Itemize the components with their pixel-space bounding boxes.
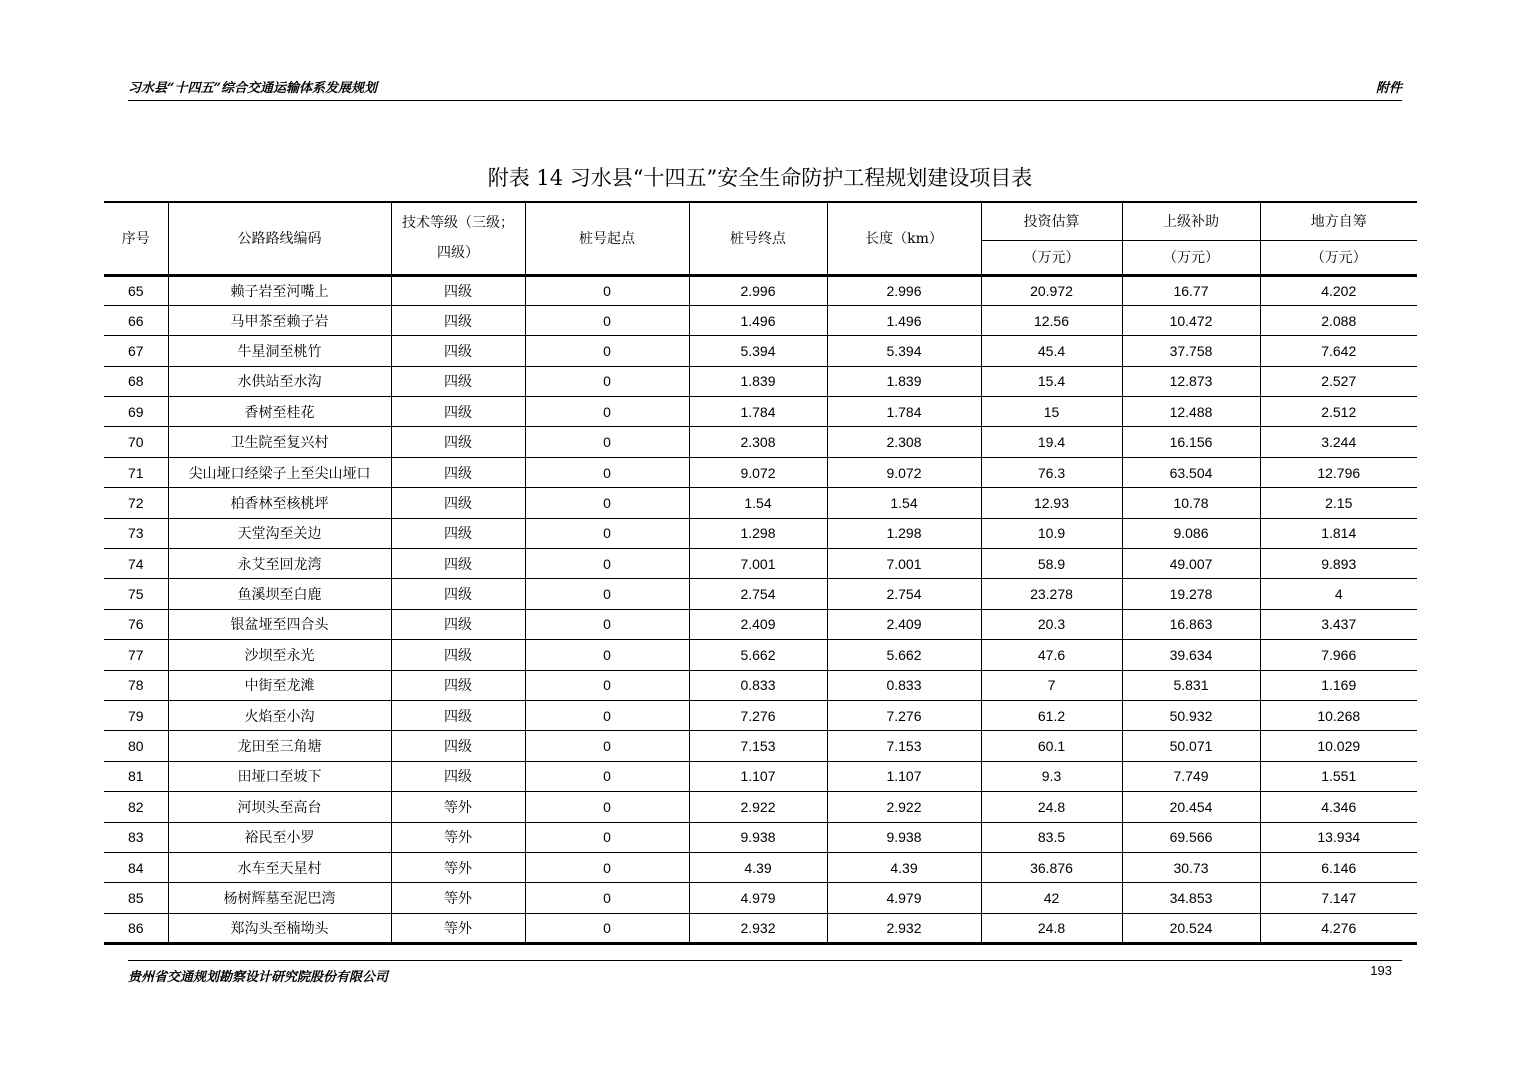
table-row xyxy=(104,761,1417,791)
cell-subsidy: 16.156 xyxy=(1122,427,1260,457)
cell-length: 1.298 xyxy=(827,518,981,548)
cell-subsidy: 5.831 xyxy=(1122,670,1260,700)
cell-start: 0 xyxy=(525,670,689,700)
cell-length: 5.394 xyxy=(827,336,981,366)
cell-grade: 四级 xyxy=(391,700,525,730)
cell-seq: 65 xyxy=(104,275,168,305)
cell-end: 7.001 xyxy=(689,549,827,579)
cell-local: 3.244 xyxy=(1260,427,1417,457)
cell-grade: 四级 xyxy=(391,761,525,791)
cell-length: 1.54 xyxy=(827,488,981,518)
table-row xyxy=(104,397,1417,427)
footer-company: 贵州省交通规划勘察设计研究院股份有限公司 xyxy=(128,970,389,985)
cell-end: 1.107 xyxy=(689,761,827,791)
page-number: 193 xyxy=(1370,963,1392,978)
cell-grade: 四级 xyxy=(391,488,525,518)
table-row xyxy=(104,366,1417,396)
cell-seq: 67 xyxy=(104,336,168,366)
cell-subsidy: 69.566 xyxy=(1122,822,1260,852)
cell-grade: 四级 xyxy=(391,275,525,305)
header-subsidy: 上级补助 xyxy=(1122,202,1260,240)
cell-start: 0 xyxy=(525,883,689,913)
header-investment-unit: （万元） xyxy=(981,240,1122,275)
cell-seq: 68 xyxy=(104,366,168,396)
cell-length: 4.39 xyxy=(827,852,981,882)
cell-local: 12.796 xyxy=(1260,457,1417,487)
cell-end: 2.996 xyxy=(689,275,827,305)
cell-seq: 72 xyxy=(104,488,168,518)
cell-subsidy: 9.086 xyxy=(1122,518,1260,548)
cell-grade: 四级 xyxy=(391,305,525,335)
cell-length: 7.276 xyxy=(827,700,981,730)
table-row xyxy=(104,913,1417,943)
cell-route-name: 鱼溪坝至白鹿 xyxy=(168,579,391,609)
cell-start: 0 xyxy=(525,457,689,487)
cell-local: 4.276 xyxy=(1260,913,1417,943)
cell-end: 9.072 xyxy=(689,457,827,487)
cell-length: 1.784 xyxy=(827,397,981,427)
cell-route-name: 水供站至水沟 xyxy=(168,366,391,396)
cell-start: 0 xyxy=(525,852,689,882)
cell-subsidy: 10.472 xyxy=(1122,305,1260,335)
cell-end: 1.839 xyxy=(689,366,827,396)
header-investment: 投资估算 xyxy=(981,202,1122,240)
cell-subsidy: 16.77 xyxy=(1122,275,1260,305)
cell-investment: 47.6 xyxy=(981,640,1122,670)
cell-start: 0 xyxy=(525,427,689,457)
header-doc-name: 习水县“十四五”综合交通运输体系发展规划 xyxy=(128,81,377,96)
cell-route-name: 龙田至三角塘 xyxy=(168,731,391,761)
cell-end: 1.784 xyxy=(689,397,827,427)
cell-seq: 81 xyxy=(104,761,168,791)
header-subsidy-unit: （万元） xyxy=(1122,240,1260,275)
cell-route-name: 裕民至小罗 xyxy=(168,822,391,852)
cell-local: 2.15 xyxy=(1260,488,1417,518)
cell-route-name: 香树至桂花 xyxy=(168,397,391,427)
table-row xyxy=(104,792,1417,822)
cell-investment: 20.972 xyxy=(981,275,1122,305)
cell-length: 9.938 xyxy=(827,822,981,852)
cell-route-name: 杨树辉墓至泥巴湾 xyxy=(168,883,391,913)
cell-grade: 四级 xyxy=(391,549,525,579)
table-row xyxy=(104,488,1417,518)
header-grade-line1: 技术等级（三级； xyxy=(402,215,514,232)
cell-grade: 四级 xyxy=(391,366,525,396)
cell-start: 0 xyxy=(525,305,689,335)
cell-investment: 19.4 xyxy=(981,427,1122,457)
cell-end: 2.308 xyxy=(689,427,827,457)
header-seq: 序号 xyxy=(104,202,168,275)
cell-investment: 60.1 xyxy=(981,731,1122,761)
cell-grade: 等外 xyxy=(391,792,525,822)
cell-grade: 四级 xyxy=(391,731,525,761)
cell-length: 9.072 xyxy=(827,457,981,487)
header-section: 附件 xyxy=(1375,81,1402,96)
cell-subsidy: 63.504 xyxy=(1122,457,1260,487)
cell-seq: 73 xyxy=(104,518,168,548)
cell-start: 0 xyxy=(525,366,689,396)
cell-end: 1.54 xyxy=(689,488,827,518)
cell-end: 4.39 xyxy=(689,852,827,882)
cell-route-name: 永艾至回龙湾 xyxy=(168,549,391,579)
cell-subsidy: 12.873 xyxy=(1122,366,1260,396)
header-local: 地方自筹 xyxy=(1260,202,1417,240)
cell-length: 7.153 xyxy=(827,731,981,761)
cell-grade: 等外 xyxy=(391,913,525,943)
cell-grade: 四级 xyxy=(391,640,525,670)
cell-local: 3.437 xyxy=(1260,609,1417,639)
cell-seq: 86 xyxy=(104,913,168,943)
cell-route-name: 银盆垭至四合头 xyxy=(168,609,391,639)
cell-start: 0 xyxy=(525,761,689,791)
cell-seq: 82 xyxy=(104,792,168,822)
cell-seq: 84 xyxy=(104,852,168,882)
cell-start: 0 xyxy=(525,488,689,518)
cell-grade: 四级 xyxy=(391,670,525,700)
cell-investment: 42 xyxy=(981,883,1122,913)
cell-investment: 83.5 xyxy=(981,822,1122,852)
cell-subsidy: 50.071 xyxy=(1122,731,1260,761)
cell-subsidy: 19.278 xyxy=(1122,579,1260,609)
cell-length: 2.754 xyxy=(827,579,981,609)
header-local-unit: （万元） xyxy=(1260,240,1417,275)
cell-route-name: 卫生院至复兴村 xyxy=(168,427,391,457)
cell-route-name: 天堂沟至关边 xyxy=(168,518,391,548)
cell-route-name: 马甲茶至赖子岩 xyxy=(168,305,391,335)
table-row xyxy=(104,852,1417,882)
cell-local: 13.934 xyxy=(1260,822,1417,852)
table-row xyxy=(104,275,1417,305)
cell-subsidy: 50.932 xyxy=(1122,700,1260,730)
cell-local: 10.268 xyxy=(1260,700,1417,730)
cell-end: 2.922 xyxy=(689,792,827,822)
table-row xyxy=(104,822,1417,852)
cell-route-name: 中街至龙滩 xyxy=(168,670,391,700)
cell-seq: 71 xyxy=(104,457,168,487)
cell-length: 4.979 xyxy=(827,883,981,913)
cell-length: 2.996 xyxy=(827,275,981,305)
cell-subsidy: 37.758 xyxy=(1122,336,1260,366)
cell-length: 7.001 xyxy=(827,549,981,579)
cell-investment: 23.278 xyxy=(981,579,1122,609)
cell-end: 0.833 xyxy=(689,670,827,700)
header-route-code: 公路路线编码 xyxy=(168,202,391,275)
cell-seq: 76 xyxy=(104,609,168,639)
cell-route-name: 沙坝至永光 xyxy=(168,640,391,670)
cell-grade: 四级 xyxy=(391,579,525,609)
cell-seq: 70 xyxy=(104,427,168,457)
cell-investment: 7 xyxy=(981,670,1122,700)
cell-seq: 74 xyxy=(104,549,168,579)
cell-start: 0 xyxy=(525,640,689,670)
cell-subsidy: 10.78 xyxy=(1122,488,1260,518)
cell-local: 2.512 xyxy=(1260,397,1417,427)
table-row xyxy=(104,609,1417,639)
cell-seq: 79 xyxy=(104,700,168,730)
cell-subsidy: 20.524 xyxy=(1122,913,1260,943)
cell-start: 0 xyxy=(525,731,689,761)
cell-start: 0 xyxy=(525,549,689,579)
cell-length: 5.662 xyxy=(827,640,981,670)
cell-route-name: 尖山垭口经梁子上至尖山垭口 xyxy=(168,457,391,487)
cell-local: 4 xyxy=(1260,579,1417,609)
cell-investment: 12.93 xyxy=(981,488,1122,518)
cell-local: 10.029 xyxy=(1260,731,1417,761)
table-row xyxy=(104,427,1417,457)
cell-end: 7.276 xyxy=(689,700,827,730)
cell-investment: 36.876 xyxy=(981,852,1122,882)
cell-end: 9.938 xyxy=(689,822,827,852)
cell-end: 2.754 xyxy=(689,579,827,609)
cell-local: 7.147 xyxy=(1260,883,1417,913)
cell-investment: 15 xyxy=(981,397,1122,427)
cell-route-name: 田垭口至坡下 xyxy=(168,761,391,791)
table-row xyxy=(104,549,1417,579)
cell-grade: 等外 xyxy=(391,852,525,882)
cell-end: 2.932 xyxy=(689,913,827,943)
cell-local: 6.146 xyxy=(1260,852,1417,882)
table-body xyxy=(104,275,1417,944)
cell-start: 0 xyxy=(525,518,689,548)
cell-seq: 78 xyxy=(104,670,168,700)
cell-subsidy: 39.634 xyxy=(1122,640,1260,670)
cell-grade: 四级 xyxy=(391,336,525,366)
cell-local: 2.088 xyxy=(1260,305,1417,335)
cell-route-name: 郑沟头至楠坳头 xyxy=(168,913,391,943)
cell-seq: 83 xyxy=(104,822,168,852)
cell-investment: 58.9 xyxy=(981,549,1122,579)
cell-route-name: 柏香林至核桃坪 xyxy=(168,488,391,518)
cell-end: 5.394 xyxy=(689,336,827,366)
cell-start: 0 xyxy=(525,792,689,822)
page-title: 附表 14 习水县“十四五”安全生命防护工程规划建设项目表 xyxy=(487,166,1033,190)
cell-subsidy: 49.007 xyxy=(1122,549,1260,579)
table-row xyxy=(104,640,1417,670)
cell-route-name: 赖子岩至河嘴上 xyxy=(168,275,391,305)
cell-route-name: 火焰至小沟 xyxy=(168,700,391,730)
cell-local: 2.527 xyxy=(1260,366,1417,396)
cell-start: 0 xyxy=(525,579,689,609)
cell-grade: 四级 xyxy=(391,427,525,457)
header-end: 桩号终点 xyxy=(689,202,827,275)
cell-route-name: 牛星洞至桃竹 xyxy=(168,336,391,366)
cell-start: 0 xyxy=(525,397,689,427)
table-row xyxy=(104,731,1417,761)
cell-investment: 24.8 xyxy=(981,792,1122,822)
cell-grade: 四级 xyxy=(391,609,525,639)
table-row xyxy=(104,305,1417,335)
cell-start: 0 xyxy=(525,275,689,305)
cell-seq: 77 xyxy=(104,640,168,670)
cell-start: 0 xyxy=(525,700,689,730)
cell-length: 1.496 xyxy=(827,305,981,335)
cell-grade: 四级 xyxy=(391,518,525,548)
project-table xyxy=(104,201,1417,945)
cell-investment: 10.9 xyxy=(981,518,1122,548)
cell-start: 0 xyxy=(525,609,689,639)
cell-route-name: 河坝头至高台 xyxy=(168,792,391,822)
cell-start: 0 xyxy=(525,336,689,366)
cell-local: 1.814 xyxy=(1260,518,1417,548)
cell-length: 2.308 xyxy=(827,427,981,457)
header-grade xyxy=(391,202,525,275)
cell-local: 7.642 xyxy=(1260,336,1417,366)
cell-subsidy: 20.454 xyxy=(1122,792,1260,822)
cell-investment: 15.4 xyxy=(981,366,1122,396)
cell-investment: 76.3 xyxy=(981,457,1122,487)
cell-local: 9.893 xyxy=(1260,549,1417,579)
table-row xyxy=(104,518,1417,548)
table-row xyxy=(104,457,1417,487)
cell-local: 7.966 xyxy=(1260,640,1417,670)
cell-seq: 66 xyxy=(104,305,168,335)
cell-length: 0.833 xyxy=(827,670,981,700)
cell-end: 4.979 xyxy=(689,883,827,913)
cell-end: 1.496 xyxy=(689,305,827,335)
running-footer xyxy=(128,960,1402,989)
cell-subsidy: 30.73 xyxy=(1122,852,1260,882)
cell-length: 2.409 xyxy=(827,609,981,639)
cell-subsidy: 12.488 xyxy=(1122,397,1260,427)
cell-grade: 四级 xyxy=(391,397,525,427)
cell-local: 1.169 xyxy=(1260,670,1417,700)
cell-seq: 85 xyxy=(104,883,168,913)
table-row xyxy=(104,670,1417,700)
header-start: 桩号起点 xyxy=(525,202,689,275)
cell-investment: 61.2 xyxy=(981,700,1122,730)
cell-length: 1.107 xyxy=(827,761,981,791)
cell-end: 7.153 xyxy=(689,731,827,761)
cell-length: 2.922 xyxy=(827,792,981,822)
cell-length: 2.932 xyxy=(827,913,981,943)
cell-start: 0 xyxy=(525,913,689,943)
cell-investment: 9.3 xyxy=(981,761,1122,791)
table-row xyxy=(104,883,1417,913)
cell-subsidy: 16.863 xyxy=(1122,609,1260,639)
table-row xyxy=(104,579,1417,609)
table-row xyxy=(104,700,1417,730)
table-row xyxy=(104,336,1417,366)
running-header xyxy=(128,80,1402,101)
cell-grade: 四级 xyxy=(391,457,525,487)
cell-investment: 12.56 xyxy=(981,305,1122,335)
cell-length: 1.839 xyxy=(827,366,981,396)
cell-local: 1.551 xyxy=(1260,761,1417,791)
cell-grade: 等外 xyxy=(391,822,525,852)
header-length: 长度（km） xyxy=(827,202,981,275)
cell-start: 0 xyxy=(525,822,689,852)
cell-investment: 24.8 xyxy=(981,913,1122,943)
cell-local: 4.346 xyxy=(1260,792,1417,822)
header-row-1 xyxy=(104,202,1417,240)
header-grade-line2: 四级） xyxy=(437,245,479,262)
cell-seq: 80 xyxy=(104,731,168,761)
cell-subsidy: 34.853 xyxy=(1122,883,1260,913)
cell-seq: 75 xyxy=(104,579,168,609)
cell-end: 2.409 xyxy=(689,609,827,639)
cell-local: 4.202 xyxy=(1260,275,1417,305)
cell-end: 1.298 xyxy=(689,518,827,548)
cell-investment: 20.3 xyxy=(981,609,1122,639)
cell-end: 5.662 xyxy=(689,640,827,670)
cell-seq: 69 xyxy=(104,397,168,427)
cell-investment: 45.4 xyxy=(981,336,1122,366)
cell-route-name: 水车至天星村 xyxy=(168,852,391,882)
cell-subsidy: 7.749 xyxy=(1122,761,1260,791)
cell-grade: 等外 xyxy=(391,883,525,913)
